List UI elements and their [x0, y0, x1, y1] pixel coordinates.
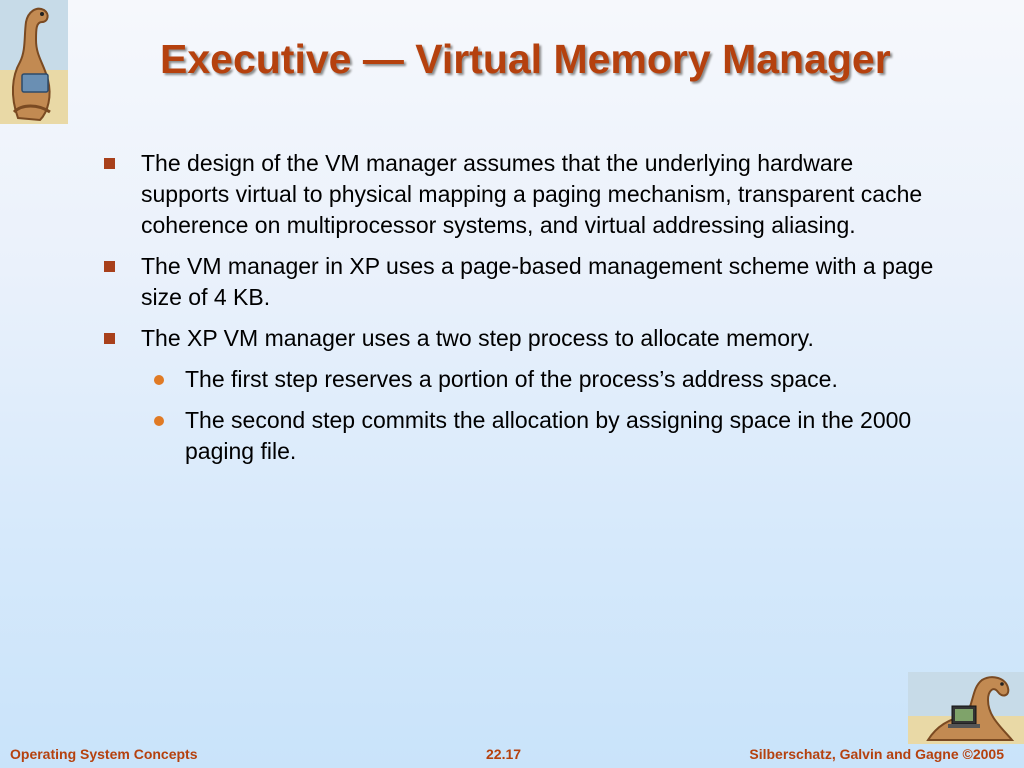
bullet-item — [104, 323, 944, 354]
square-bullet-icon — [104, 158, 115, 169]
round-bullet-icon — [154, 375, 164, 385]
slide-content — [104, 148, 944, 477]
bullet-item — [104, 251, 944, 313]
slide-title: Executive — Virtual Memory Manager — [160, 36, 891, 82]
bullet-item — [104, 148, 944, 241]
dinosaur-reading-icon — [0, 0, 68, 124]
footer-course-title: Operating System Concepts — [10, 746, 198, 762]
sub-bullet-text: The second step commits the allocation by assigning space in the 2000 paging file. — [185, 407, 912, 464]
footer-copyright: Silberschatz, Galvin and Gagne ©2005 — [749, 746, 1004, 762]
sub-bullet-text: The first step reserves a portion of the process’s address space. — [185, 366, 838, 392]
square-bullet-icon — [104, 261, 115, 272]
bullet-text: The XP VM manager uses a two step process to allocate memory. — [141, 325, 814, 351]
sub-bullet-item — [152, 364, 944, 395]
round-bullet-icon — [154, 416, 164, 426]
dinosaur-laptop-icon — [908, 672, 1024, 744]
bullet-text: The VM manager in XP uses a page-based management scheme with a page size of 4 KB. — [141, 253, 934, 310]
sub-bullet-item — [152, 405, 944, 467]
footer-slide-number: 22.17 — [486, 746, 522, 762]
square-bullet-icon — [104, 333, 115, 344]
bullet-text: The design of the VM manager assumes that the underlying hardware supports virtual to physical mapping a paging mechanism, transparent cache coherence on multiprocessor systems, and virtual addressing aliasing. — [141, 150, 923, 238]
